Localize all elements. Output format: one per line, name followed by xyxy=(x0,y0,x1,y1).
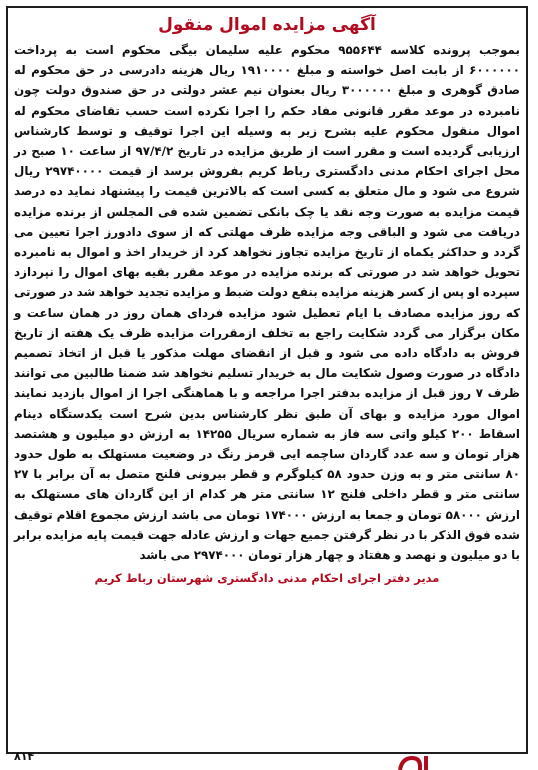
notice-signature: مدیر دفتر اجرای احکام مدنی دادگستری شهرستان رباط کریم xyxy=(94,571,440,586)
notice-frame xyxy=(6,6,528,754)
notice-code: ۸۱۴ xyxy=(14,750,35,763)
notice-title: آگهی مزایده اموال منقول xyxy=(158,15,376,35)
notice-body: بموجب پرونده کلاسه ۹۵۵۶۴۴ محکوم علیه سلیمان بیگی محکوم است به پرداخت ۶۰۰۰۰۰۰ از بابت اصل خواسته و مبلغ ۱۹۱۰۰۰۰ ریال هزینه دادرسی در حق محکوم له صادق گوهری و مبلغ ۳۰۰۰۰۰۰ ریال بعنوان نیم عشر دولتی در حق صندوق دولت چون نامبرده در موعد مقرر قانونی مفاد حکم را اجرا نکرده است حسب تقاضای محکوم له اموال منقول محکوم علیه بشرح زیر به وسیله این اجرا توقیف و توسط کارشناس ارزیابی گردیده است و مقرر است از طریق مزایده در تاریخ ۹۷/۴/۲ از ساعت ۱۰ صبح در محل اجرای احکام مدنی دادگستری رباط کریم بفروش برسد از قیمت ۲۹۷۴۰۰۰۰ ریال شروع می شود و مال متعلق به کسی است که بالاترین قیمت را پیشنهاد نماید ده درصد قیمت مزایده به صورت وجه نقد یا چک بانکی تضمین شده فی المجلس از برنده مزایده دریافت می شود و الباقی وجه مزایده ظرف مهلتی که از سوی دادورز اجرا تعیین می گردد و حداکثر یکماه از تاریخ مزایده تجاوز نخواهد کرد از خریدار اخذ و اموال به نامبرده تحویل خواهد شد در صورتی که برنده مزایده در موعد مقرر بقیه بهای اموال را نپردازد سپرده او پس از کسر هزینه مزایده بنفع دولت ضبط و مزایده تجدید خواهد شد در صورتی که روز مزایده مصادف با ایام تعطیل شود مزایده فردای همان روز در همان ساعت و مکان برگزار می گردد شکایت راجع به تخلف ازمقررات مزایده ظرف یک هفته از تاریخ فروش به دادگاه داده می شود و قبل از انقضای مهلت مذکور یا قبل از اتخاذ تصمیم دادگاه در صورت وصول شکایت مال به خریدار تسلیم نخواهد شد ضمنا طالبین می توانند ظرف ۷ روز قبل از مزایده بدفتر اجرا مراجعه و با هماهنگی اجرا از اموال بازدید نمایند اموال مورد مزایده و بهای آن طبق نظر کارشناس بدین شرح است یکدستگاه دینام اسقاط ۲۰۰ کیلو واتی سه فاز به شماره سریال ۱۴۲۵۵ به ارزش دو میلیون و هشتصد هزار تومان و سه عدد گاردان ساچمه ایی قرمز رنگ در وضعیت مستهلک به طول حدود ۸۰ سانتی متر و به وزن حدود ۵۸ کیلوگرم و قطر بیرونی فلنج متصل به آن برابر با ۲۷ سانتی متر و قطر داخلی فلنج ۱۲ سانتی متر هر کدام از این گاردان های مستهلک به ارزش ۵۸۰۰۰ تومان و جمعا به ارزش ۱۷۴۰۰۰ تومان می باشد ارزش مجموع اقلام توقیف شده فوق الذکر با در نظر گرفتن جمیع جهات و ارزش عادله جهت قیمت پایه مزایده برابر با دو میلیون و نهصد و هفتاد و چهار هزار تومان ۲۹۷۴۰۰۰ می باشد xyxy=(14,43,520,563)
newspaper-logo-fragment xyxy=(396,752,436,770)
